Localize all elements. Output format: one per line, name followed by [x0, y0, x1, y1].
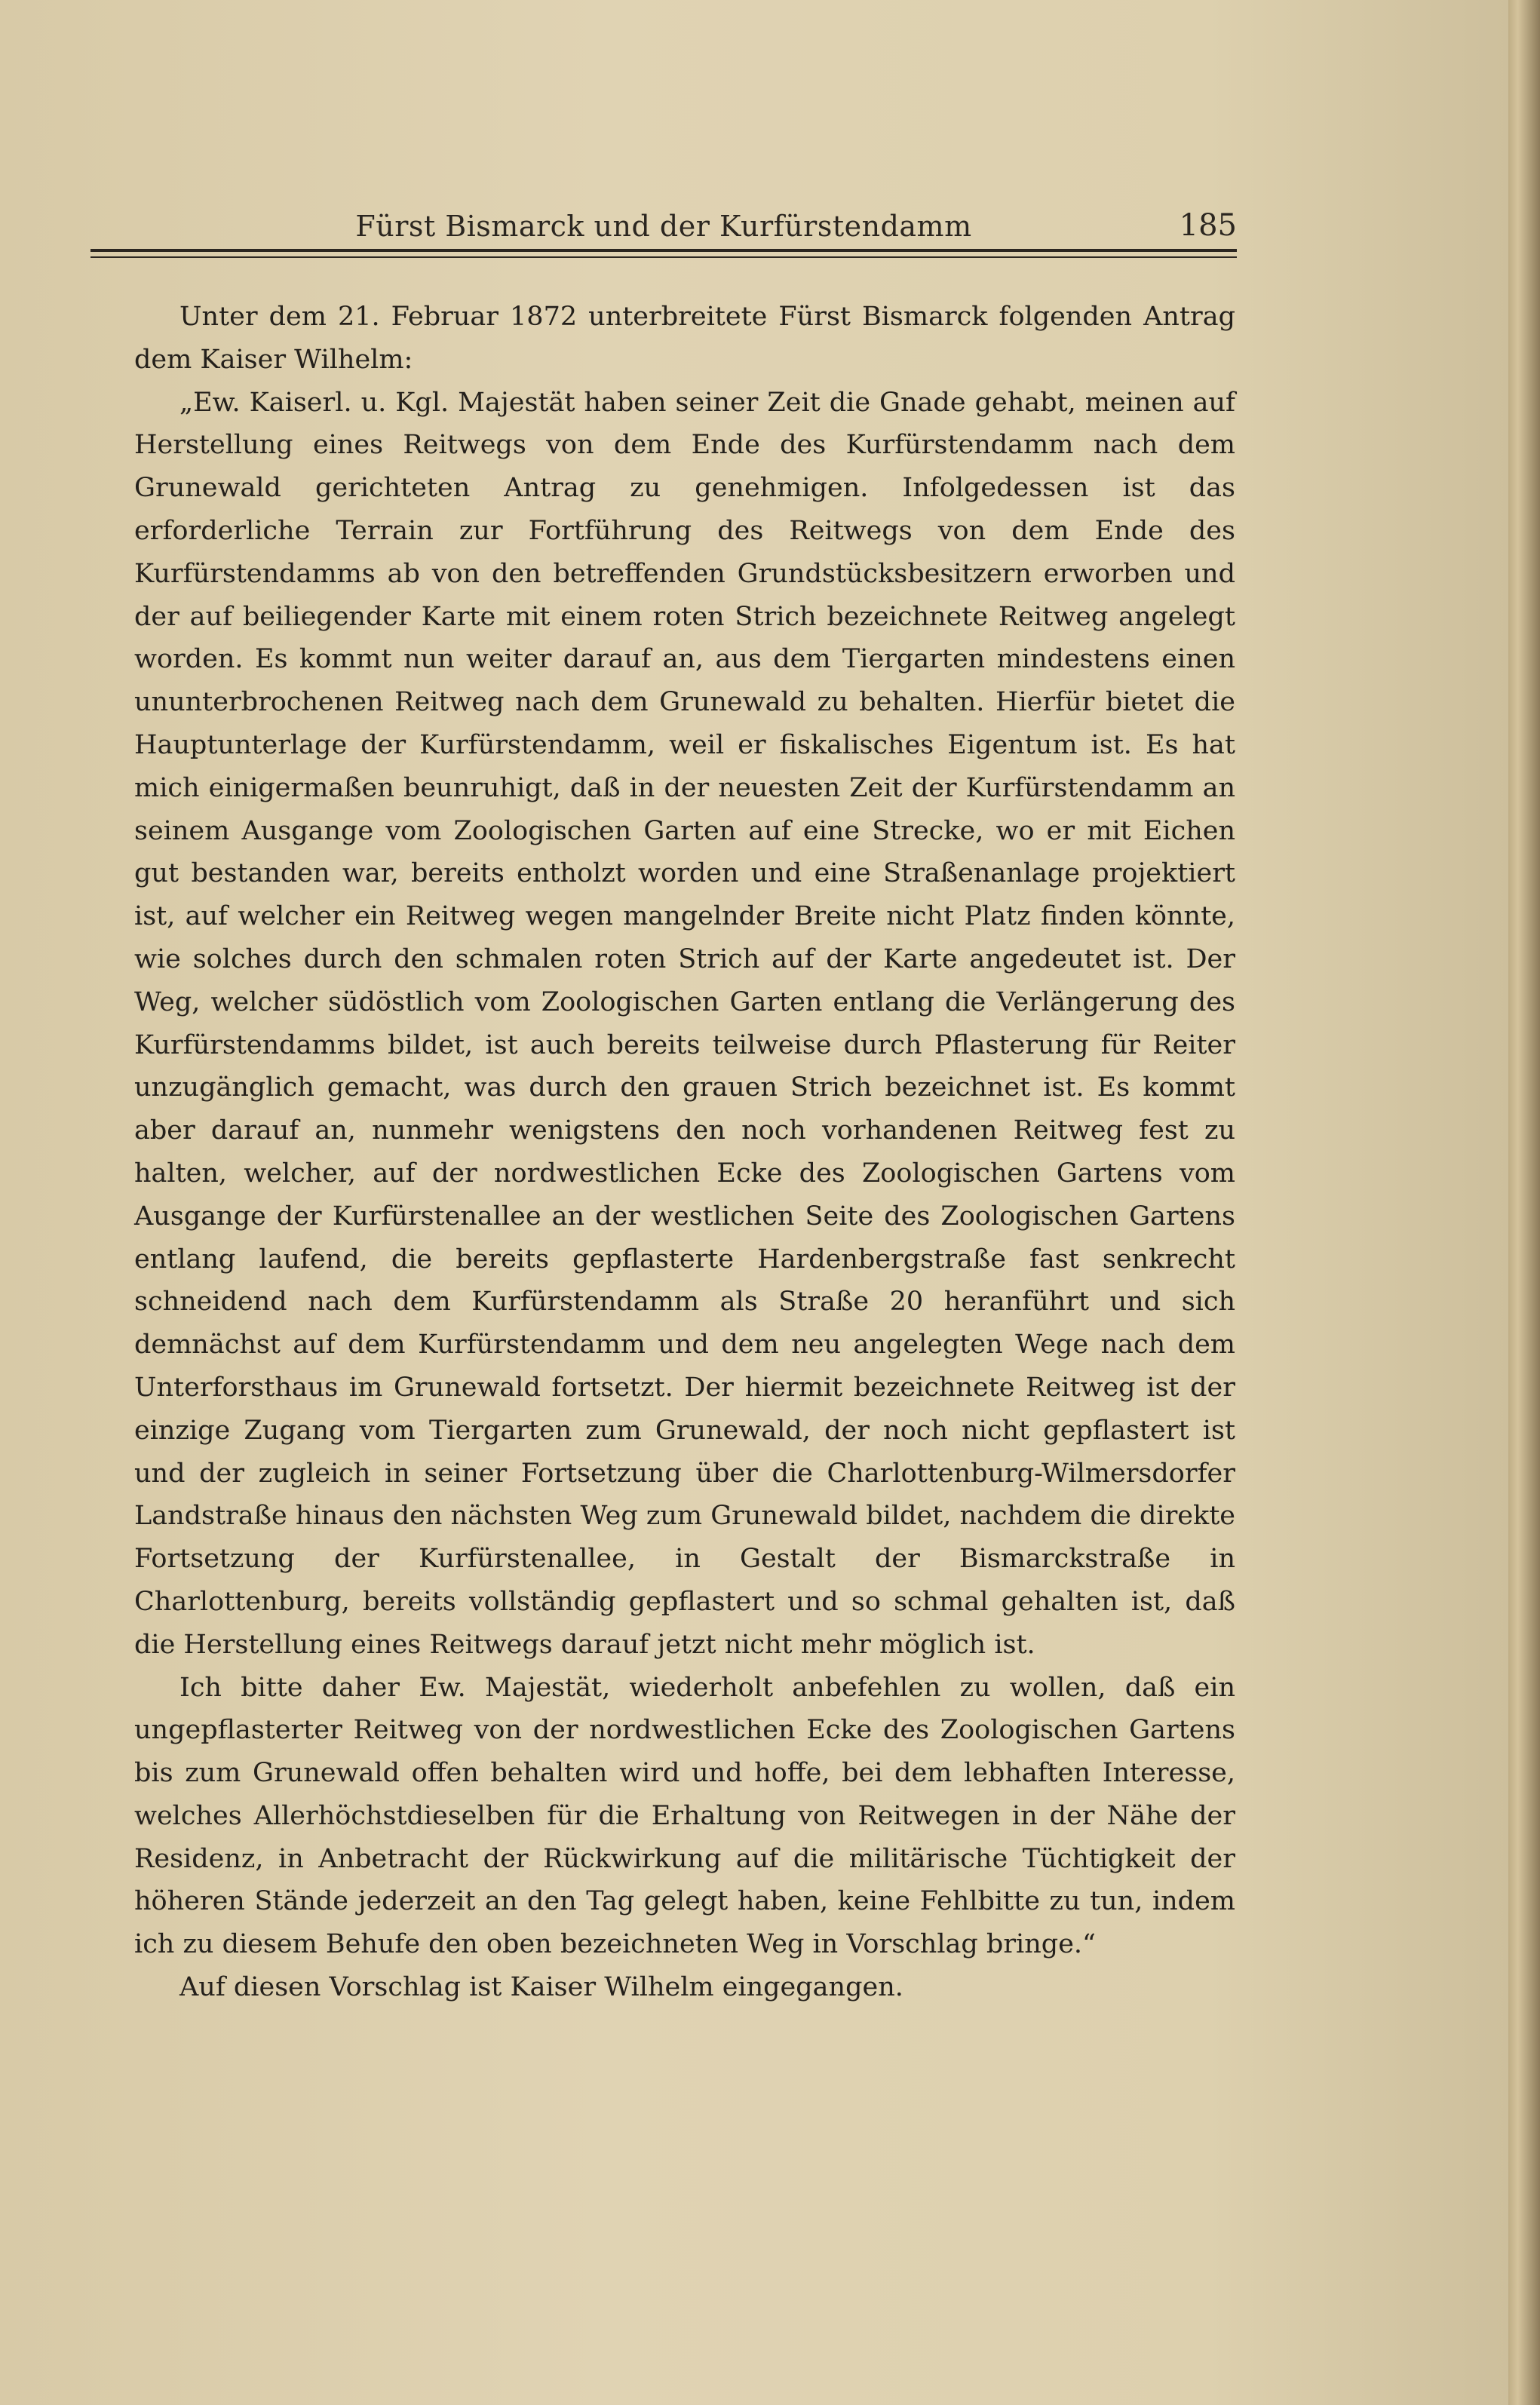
page-header — [90, 205, 1237, 250]
paragraph-conclusion: Auf diesen Vorschlag ist Kaiser Wilhelm eingegangen. — [179, 1972, 903, 2003]
header-rule-thick — [90, 249, 1237, 252]
body-text — [134, 296, 1235, 2009]
paragraph-intro: Unter dem 21. Februar 1872 unterbreitete Fürst Bismarck folgenden Antrag dem Kaiser Wilhelm: — [134, 302, 1235, 375]
running-title: Fürst Bismarck und der Kurfürstendamm — [355, 210, 972, 243]
paragraph-quote: „Ew. Kaiserl. u. Kgl. Majestät haben seiner Zeit die Gnade gehabt, meinen auf Herstellung eines Reitwegs von dem Ende des Kurfürstendamm nach dem Grunewald gerichteten Antrag zu genehmigen. Infolgedessen ist das erforderliche Terrain zur Fortführung des Reitwegs von dem Ende des Kurfürstendamms ab von den betreffenden Grundstücksbesitzern erworben und der auf beiliegender Karte mit einem roten Strich bezeichnete Reitweg angelegt worden. Es kommt nun weiter darauf an, aus dem Tiergarten mindestens einen ununterbrochenen Reitweg nach dem Grunewald zu behalten. Hierfür bietet die Hauptunterlage der Kurfürstendamm, weil er fiskalisches Eigentum ist. Es hat mich einigermaßen beunruhigt, daß in der neuesten Zeit der Kurfürstendamm an seinem Ausgange vom Zoologischen Garten auf eine Strecke, wo er mit Eichen gut bestanden war, bereits entholzt worden und eine Straßenanlage projektiert ist, auf welcher ein Reitweg wegen mangelnder Breite nicht Platz finden könnte, wie solches durch den schmalen roten Strich auf der Karte angedeutet ist. Der Weg, welcher südöstlich vom Zoologischen Garten entlang die Verlängerung des Kurfürstendamms bildet, ist auch bereits teilweise durch Pflasterung für Reiter unzugänglich gemacht, was durch den grauen Strich bezeichnet ist. Es kommt aber darauf an, nunmehr wenigstens den noch vorhandenen Reitweg fest zu halten, welcher, auf der nordwestlichen Ecke des Zoologischen Gartens vom Ausgange der Kurfürstenallee an der westlichen Seite des Zoologischen Gartens entlang laufend, die bereits gepflasterte Hardenbergstraße fast senkrecht schneidend nach dem Kurfürstendamm als Straße 20 heranführt und sich demnächst auf dem Kurfürstendamm und dem neu angelegten Wege nach dem Unterforsthaus im Grunewald fortsetzt. Der hiermit bezeichnete Reitweg ist der einzige Zugang vom Tiergarten zum Grunewald, der noch nicht gepflastert ist und der zugleich in seiner Fortsetzung über die Charlottenburg-Wilmersdorfer Landstraße hinaus den nächsten Weg zum Grunewald bildet, nachdem die direkte Fortsetzung der Kurfürstenallee, in Gestalt der Bismarckstraße in Charlottenburg, bereits vollständig gepflastert und so schmal gehalten ist, daß die Herstellung eines Reitwegs darauf jetzt nicht mehr möglich ist. — [134, 387, 1235, 1660]
paragraph-request: Ich bitte daher Ew. Majestät, wiederholt anbefehlen zu wollen, daß ein ungepflasterter Reitweg von der nordwestlichen Ecke des Zoologischen Gartens bis zum Grunewald offen behalten wird und hoffe, bei dem lebhaften Interesse, welches Allerhöchstdieselben für die Erhaltung von Reitwegen in der Nähe der Residenz, in Anbetracht der Rückwirkung auf die militärische Tüchtigkeit der höheren Stände jederzeit an den Tag gelegt haben, keine Fehlbitte zu tun, indem ich zu diesem Behufe den oben bezeichneten Weg in Vorschlag bringe.“ — [134, 1672, 1235, 1960]
page-number: 185 — [1179, 208, 1237, 243]
header-rule-thin — [90, 256, 1237, 258]
page-edge — [1508, 0, 1540, 2405]
